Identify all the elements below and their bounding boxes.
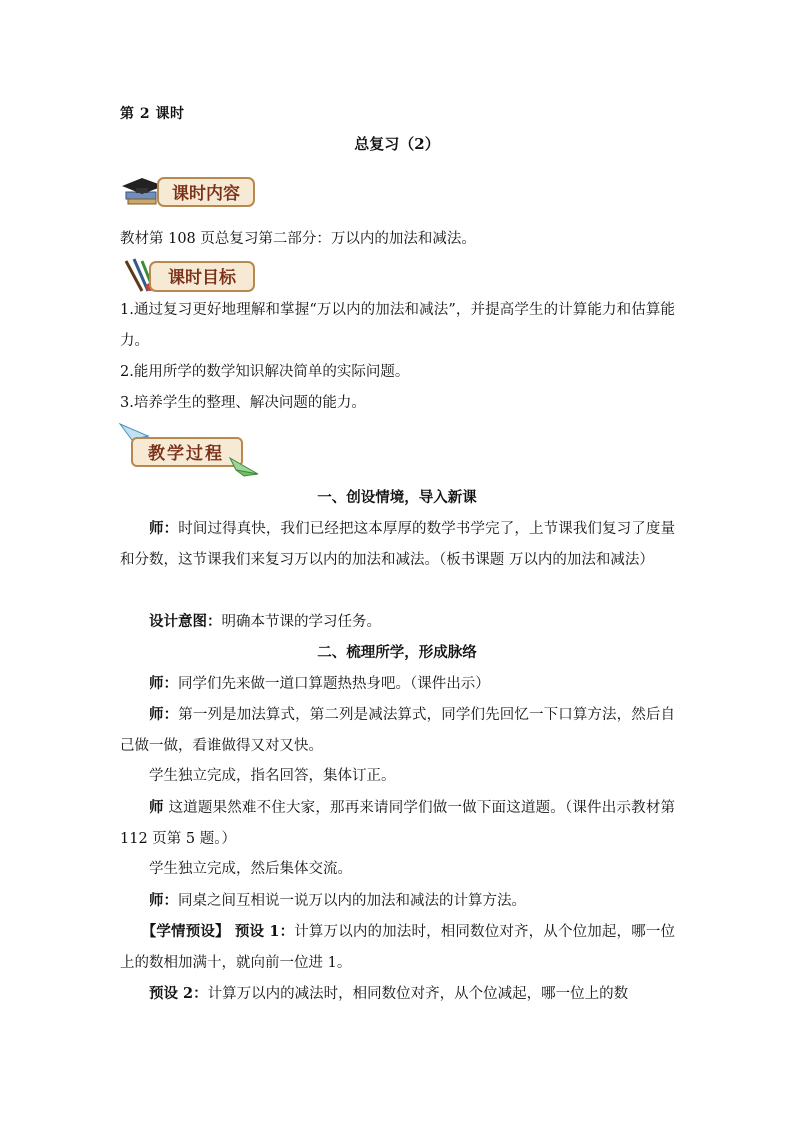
paragraph: [120, 606, 675, 638]
content-text: 教材第 108 页总复习第二部分：万以内的加法和减法。: [120, 231, 476, 247]
section-heading-1: 一、创设情境，导入新课: [317, 489, 477, 506]
page-title: 总复习（2）: [354, 135, 440, 153]
process-badge-label: 教学过程: [148, 444, 224, 464]
paragraph-text: 同桌之间互相说一说万以内的加法和减法的计算方法。: [178, 893, 526, 909]
preset-label: 【学情预设】 预设 1：: [141, 923, 295, 940]
paragraph-text: 计算万以内的加法时，相同数位对齐，从个位加起，哪一位上的数相加满十，就向前一位进 1。: [120, 924, 676, 971]
speaker-label: 师：: [149, 892, 178, 909]
goal-item-3: 3.培养学生的整理、解决问题的能力。: [120, 395, 366, 411]
paragraph: [120, 699, 675, 762]
paragraph-text: 明确本节课的学习任务。: [221, 614, 381, 630]
paragraph-text: 计算万以内的减法时，相同数位对齐，从个位减起，哪一位上的数: [207, 986, 629, 1002]
goal-badge: [120, 257, 260, 295]
content-badge: [120, 172, 260, 210]
content-badge-label: 课时内容: [172, 184, 240, 204]
paragraph: [120, 792, 675, 855]
process-badge: [118, 420, 264, 478]
section-heading-2: 二、梳理所学，形成脉络: [317, 644, 477, 661]
paper-plane-green-icon: [230, 458, 258, 476]
paragraph: [120, 978, 675, 1010]
preset-label: 预设 2：: [149, 985, 208, 1002]
speaker-label: 师：: [149, 675, 178, 692]
goal-badge-label: 课时目标: [168, 268, 236, 288]
lesson-number: 第 2 课时: [120, 106, 185, 122]
paragraph-text: 同学们先来做一道口算题热热身吧。（课件出示）: [178, 676, 490, 692]
speaker-label: 师：: [149, 520, 179, 537]
paragraph: [120, 513, 675, 576]
speaker-label: 师：: [149, 706, 179, 723]
paragraph-text: 时间过得真快，我们已经把这本厚厚的数学书学完了，上节课我们复习了度量和分数，这节课我们来复习万以内的加法和减法。（板书课题 万以内的加法和减法）: [120, 521, 676, 568]
goal-item-1: 1.通过复习更好地理解和掌握“万以内的加法和减法”，并提高学生的计算能力和估算能力。: [120, 302, 675, 349]
paragraph-text: 第一列是加法算式，第二列是减法算式，同学们先回忆一下口算方法，然后自己做一做，看谁做得又对又快。: [120, 707, 676, 754]
speaker-label: 师: [149, 799, 164, 816]
paragraph-text: 学生独立完成，然后集体交流。: [149, 861, 352, 877]
paragraph: [120, 668, 675, 700]
paragraph: [120, 854, 675, 885]
paragraph: [120, 761, 675, 792]
goal-item-2: 2.能用所学的数学知识解决简单的实际问题。: [120, 364, 410, 380]
paragraph-text: 这道题果然难不住大家，那再来请同学们做一做下面这道题。（课件出示教材第 112 页第 5 题。）: [120, 800, 675, 847]
paragraph: [120, 885, 675, 917]
paragraph-text: 学生独立完成，指名回答，集体订正。: [149, 768, 396, 784]
paragraph: [120, 916, 675, 979]
design-intent-label: 设计意图：: [149, 613, 222, 630]
